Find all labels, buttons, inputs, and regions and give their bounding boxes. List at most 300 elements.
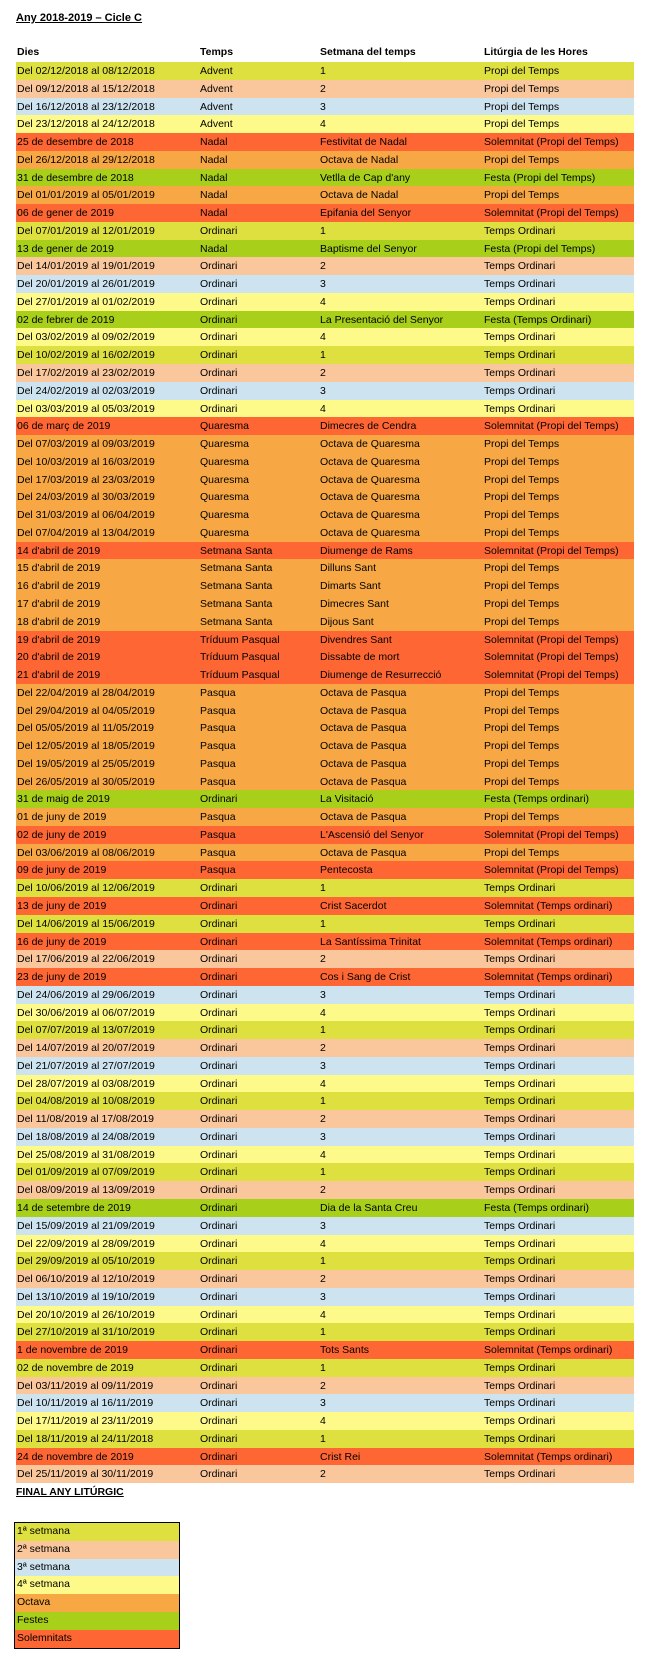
cell-temps: Ordinari — [200, 1166, 238, 1179]
cell-temps: Quaresma — [200, 491, 250, 504]
cell-liturgia: Propi del Temps — [484, 740, 560, 753]
cell-setmana: Pentecosta — [320, 864, 373, 877]
table-row — [16, 257, 634, 275]
header-liturgia: Litúrgia de les Hores — [484, 46, 588, 58]
table-row — [16, 1163, 634, 1181]
cell-temps: Pasqua — [200, 828, 236, 841]
table-row — [16, 790, 634, 808]
table-row — [16, 311, 634, 329]
cell-liturgia: Temps Ordinari — [484, 331, 556, 344]
cell-setmana: 2 — [320, 1184, 326, 1197]
cell-dies: Del 22/04/2019 al 28/04/2019 — [17, 686, 155, 699]
cell-liturgia: Propi del Temps — [484, 473, 560, 486]
cell-setmana: Dijous Sant — [320, 615, 374, 628]
cell-setmana: 2 — [320, 1113, 326, 1126]
table-row — [16, 1288, 634, 1306]
table-row — [16, 364, 634, 382]
cell-temps: Pasqua — [200, 722, 236, 735]
cell-setmana: 4 — [320, 295, 326, 308]
cell-liturgia: Temps Ordinari — [484, 1077, 556, 1090]
table-row — [16, 1235, 634, 1253]
cell-liturgia: Propi del Temps — [484, 438, 560, 451]
table-row — [16, 115, 634, 133]
cell-liturgia: Temps Ordinari — [484, 953, 556, 966]
cell-dies: Del 18/08/2019 al 24/08/2019 — [17, 1130, 155, 1143]
cell-liturgia: Temps Ordinari — [484, 1361, 556, 1374]
table-row — [16, 275, 634, 293]
cell-setmana: 1 — [320, 65, 326, 77]
cell-dies: Del 14/01/2019 al 19/01/2019 — [17, 260, 155, 273]
cell-liturgia: Solemnitat (Propi del Temps) — [484, 864, 619, 877]
cell-setmana: 3 — [320, 1290, 326, 1303]
cell-temps: Ordinari — [200, 1432, 238, 1445]
cell-temps: Pasqua — [200, 775, 236, 788]
cell-temps: Ordinari — [200, 1397, 238, 1410]
table-row — [16, 1021, 634, 1039]
cell-dies: Del 03/02/2019 al 09/02/2019 — [17, 331, 155, 344]
cell-temps: Ordinari — [200, 1450, 238, 1463]
cell-liturgia: Temps Ordinari — [484, 1255, 556, 1268]
cell-temps: Pasqua — [200, 846, 236, 859]
legend-item: 2ª setmana — [15, 1541, 179, 1559]
cell-temps: Ordinari — [200, 1113, 238, 1126]
cell-dies: Del 01/01/2019 al 05/01/2019 — [17, 189, 155, 202]
table-row — [16, 222, 634, 240]
cell-temps: Quaresma — [200, 526, 250, 539]
cell-liturgia: Temps Ordinari — [484, 224, 556, 237]
cell-liturgia: Propi del Temps — [484, 189, 560, 202]
cell-liturgia: Temps Ordinari — [484, 295, 556, 308]
cell-dies: Del 12/05/2019 al 18/05/2019 — [17, 740, 155, 753]
cell-dies: Del 17/03/2019 al 23/03/2019 — [17, 473, 155, 486]
cell-setmana: Octava de Pasqua — [320, 704, 407, 717]
cell-liturgia: Propi del Temps — [484, 455, 560, 468]
cell-temps: Nadal — [200, 242, 228, 255]
table-row — [16, 1252, 634, 1270]
cell-liturgia: Propi del Temps — [484, 153, 560, 166]
cell-dies: Del 08/09/2019 al 13/09/2019 — [17, 1184, 155, 1197]
cell-liturgia: Temps Ordinari — [484, 1379, 556, 1392]
cell-temps: Ordinari — [200, 1290, 238, 1303]
cell-dies: 06 de març de 2019 — [17, 420, 111, 433]
cell-setmana: 4 — [320, 402, 326, 415]
cell-temps: Ordinari — [200, 953, 238, 966]
cell-dies: Del 07/07/2019 al 13/07/2019 — [17, 1024, 155, 1037]
cell-dies: Del 10/06/2019 al 12/06/2019 — [17, 882, 155, 895]
cell-temps: Pasqua — [200, 686, 236, 699]
cell-temps: Setmana Santa — [200, 615, 273, 628]
cell-dies: Del 17/06/2019 al 22/06/2019 — [17, 953, 155, 966]
table-row — [16, 773, 634, 791]
cell-setmana: Dia de la Santa Creu — [320, 1202, 418, 1214]
cell-temps: Ordinari — [200, 1184, 238, 1197]
cell-setmana: Diumenge de Resurrecció — [320, 669, 442, 682]
cell-liturgia: Temps Ordinari — [484, 1166, 556, 1179]
cell-setmana: Octava de Pasqua — [320, 757, 407, 770]
cell-setmana: Crist Rei — [320, 1450, 361, 1463]
cell-setmana: Octava de Pasqua — [320, 846, 407, 859]
cell-liturgia: Solemnitat (Temps ordinari) — [484, 935, 613, 948]
table-row — [16, 897, 634, 915]
table-row — [16, 1465, 634, 1483]
cell-liturgia: Propi del Temps — [484, 775, 560, 788]
cell-dies: Del 18/11/2019 al 24/11/2018 — [17, 1432, 154, 1445]
table-row — [16, 1394, 634, 1412]
table-row — [16, 1146, 634, 1164]
cell-dies: 16 de juny de 2019 — [17, 935, 107, 948]
cell-temps: Ordinari — [200, 1006, 238, 1019]
cell-temps: Ordinari — [200, 899, 238, 912]
cell-dies: 09 de juny de 2019 — [17, 864, 107, 877]
cell-liturgia: Festa (Propi del Temps) — [484, 171, 596, 184]
cell-temps: Quaresma — [200, 438, 250, 451]
cell-liturgia: Temps Ordinari — [484, 1130, 556, 1143]
table-row — [16, 1039, 634, 1057]
cell-setmana: Divendres Sant — [320, 633, 392, 646]
cell-temps: Nadal — [200, 153, 228, 166]
cell-liturgia: Temps Ordinari — [484, 1113, 556, 1126]
cell-setmana: Octava de Pasqua — [320, 775, 407, 788]
cell-liturgia: Temps Ordinari — [484, 1397, 556, 1410]
cell-liturgia: Propi del Temps — [484, 509, 560, 522]
cell-dies: Del 07/01/2019 al 12/01/2019 — [17, 224, 155, 237]
cell-temps: Advent — [200, 118, 233, 131]
table-row — [16, 1430, 634, 1448]
table-row — [16, 1323, 634, 1341]
table-row — [16, 382, 634, 400]
cell-liturgia: Propi del Temps — [484, 597, 560, 610]
cell-setmana: 4 — [320, 1308, 326, 1321]
cell-liturgia: Temps Ordinari — [484, 1290, 556, 1303]
cell-liturgia: Propi del Temps — [484, 722, 560, 735]
legend-item: 4ª setmana — [15, 1576, 179, 1594]
cell-dies: 02 de novembre de 2019 — [17, 1361, 134, 1374]
cell-temps: Pasqua — [200, 704, 236, 717]
cell-liturgia: Temps Ordinari — [484, 1273, 556, 1286]
cell-temps: Ordinari — [200, 1024, 238, 1037]
table-row — [16, 631, 634, 649]
table-header — [16, 46, 634, 60]
table-row — [16, 506, 634, 524]
cell-setmana: 2 — [320, 1042, 326, 1055]
cell-temps: Tríduum Pasqual — [200, 651, 280, 664]
cell-liturgia: Solemnitat (Propi del Temps) — [484, 633, 619, 646]
table-row — [16, 1092, 634, 1110]
cell-setmana: Dimecres de Cendra — [320, 420, 417, 433]
cell-dies: 01 de juny de 2019 — [17, 811, 107, 824]
cell-setmana: 3 — [320, 988, 326, 1001]
cell-dies: Del 16/12/2018 al 23/12/2018 — [17, 100, 155, 113]
table-row — [16, 98, 634, 116]
cell-liturgia: Temps Ordinari — [484, 1326, 556, 1339]
cell-setmana: 3 — [320, 278, 326, 291]
cell-setmana: 2 — [320, 260, 326, 273]
cell-dies: 1 de novembre de 2019 — [17, 1344, 128, 1357]
cell-dies: Del 24/02/2019 al 02/03/2019 — [17, 384, 155, 397]
cell-temps: Setmana Santa — [200, 544, 273, 557]
cell-dies: 23 de juny de 2019 — [17, 971, 107, 984]
cell-dies: 24 de novembre de 2019 — [17, 1450, 134, 1463]
cell-temps: Nadal — [200, 207, 228, 220]
cell-setmana: 1 — [320, 349, 326, 362]
cell-setmana: 1 — [320, 1024, 326, 1037]
cell-dies: 31 de desembre de 2018 — [17, 171, 134, 184]
cell-setmana: 1 — [320, 1255, 326, 1268]
table-row — [16, 879, 634, 897]
cell-temps: Ordinari — [200, 313, 238, 326]
table-row — [16, 684, 634, 702]
table-row — [16, 240, 634, 258]
table-row — [16, 488, 634, 506]
cell-liturgia: Propi del Temps — [484, 846, 560, 859]
cell-dies: Del 13/10/2019 al 19/10/2019 — [17, 1290, 155, 1303]
table-row — [16, 950, 634, 968]
cell-dies: Del 17/11/2019 al 23/11/2019 — [17, 1415, 154, 1428]
cell-setmana: Tots Sants — [320, 1344, 370, 1357]
cell-temps: Advent — [200, 65, 233, 77]
table-row — [16, 755, 634, 773]
table-row — [16, 648, 634, 666]
cell-liturgia: Festa (Temps ordinari) — [484, 1202, 590, 1214]
cell-dies: Del 01/09/2019 al 07/09/2019 — [17, 1166, 155, 1179]
cell-temps: Quaresma — [200, 509, 250, 522]
cell-dies: 19 d'abril de 2019 — [17, 633, 101, 646]
cell-liturgia: Temps Ordinari — [484, 1148, 556, 1161]
cell-liturgia: Temps Ordinari — [484, 1095, 556, 1108]
cell-setmana: Octava de Pasqua — [320, 686, 407, 699]
cell-liturgia: Temps Ordinari — [484, 1059, 556, 1072]
cell-dies: Del 11/08/2019 al 17/08/2019 — [17, 1113, 155, 1126]
cell-setmana: Baptisme del Senyor — [320, 242, 417, 255]
cell-setmana: 2 — [320, 953, 326, 966]
cell-temps: Advent — [200, 100, 233, 113]
cell-temps: Ordinari — [200, 1130, 238, 1143]
cell-dies: 25 de desembre de 2018 — [17, 136, 134, 149]
cell-dies: 15 d'abril de 2019 — [17, 562, 101, 575]
cell-dies: 20 d'abril de 2019 — [17, 651, 101, 664]
cell-temps: Quaresma — [200, 455, 250, 468]
cell-temps: Ordinari — [200, 1255, 238, 1268]
cell-temps: Ordinari — [200, 1202, 238, 1214]
cell-dies: Del 14/07/2019 al 20/07/2019 — [17, 1042, 155, 1055]
cell-dies: Del 03/06/2019 al 08/06/2019 — [17, 846, 155, 859]
cell-dies: Del 03/03/2019 al 05/03/2019 — [17, 402, 155, 415]
cell-temps: Ordinari — [200, 1361, 238, 1374]
table-row — [16, 1270, 634, 1288]
table-row — [16, 346, 634, 364]
table-row — [16, 542, 634, 560]
cell-liturgia: Temps Ordinari — [484, 1006, 556, 1019]
table-row — [16, 1412, 634, 1430]
cell-setmana: 3 — [320, 384, 326, 397]
cell-setmana: La Presentació del Senyor — [320, 313, 444, 326]
cell-setmana: 3 — [320, 1397, 326, 1410]
cell-dies: Del 10/11/2019 al 16/11/2019 — [17, 1397, 154, 1410]
cell-liturgia: Propi del Temps — [484, 118, 560, 131]
cell-liturgia: Solemnitat (Propi del Temps) — [484, 136, 619, 149]
cell-liturgia: Temps Ordinari — [484, 384, 556, 397]
cell-setmana: 3 — [320, 1130, 326, 1143]
cell-dies: Del 06/10/2019 al 12/10/2019 — [17, 1273, 155, 1286]
cell-dies: Del 30/06/2019 al 06/07/2019 — [17, 1006, 155, 1019]
cell-setmana: Octava de Pasqua — [320, 811, 407, 824]
cell-dies: Del 10/02/2019 al 16/02/2019 — [17, 349, 155, 362]
cell-liturgia: Propi del Temps — [484, 757, 560, 770]
cell-setmana: 1 — [320, 1361, 326, 1374]
cell-temps: Ordinari — [200, 882, 238, 895]
cell-setmana: Diumenge de Rams — [320, 544, 413, 557]
cell-temps: Ordinari — [200, 1237, 238, 1250]
cell-liturgia: Propi del Temps — [484, 562, 560, 575]
calendar-table — [16, 62, 634, 1483]
cell-setmana: 4 — [320, 1148, 326, 1161]
cell-temps: Ordinari — [200, 917, 238, 930]
cell-setmana: 2 — [320, 1273, 326, 1286]
cell-dies: Del 17/02/2019 al 23/02/2019 — [17, 367, 155, 380]
cell-dies: Del 24/06/2019 al 29/06/2019 — [17, 988, 155, 1001]
cell-temps: Ordinari — [200, 384, 238, 397]
final-note: FINAL ANY LITÚRGIC — [16, 1486, 124, 1498]
table-row — [16, 417, 634, 435]
cell-dies: Del 19/05/2019 al 25/05/2019 — [17, 757, 155, 770]
table-row — [16, 666, 634, 684]
cell-temps: Ordinari — [200, 278, 238, 291]
cell-dies: 13 de gener de 2019 — [17, 242, 114, 255]
cell-dies: Del 15/09/2019 al 21/09/2019 — [17, 1219, 155, 1232]
header-dies: Dies — [17, 46, 40, 58]
table-row — [16, 826, 634, 844]
cell-dies: Del 25/11/2019 al 30/11/2019 — [17, 1468, 154, 1481]
cell-temps: Ordinari — [200, 793, 238, 806]
table-row — [16, 808, 634, 826]
cell-dies: Del 07/03/2019 al 09/03/2019 — [17, 438, 155, 451]
cell-dies: Del 26/12/2018 al 29/12/2018 — [17, 153, 155, 166]
table-row — [16, 737, 634, 755]
cell-temps: Ordinari — [200, 367, 238, 380]
table-row — [16, 613, 634, 631]
table-row — [16, 80, 634, 98]
cell-dies: Del 29/04/2019 al 04/05/2019 — [17, 704, 155, 717]
cell-dies: 31 de maig de 2019 — [17, 793, 110, 806]
cell-setmana: La Visitació — [320, 793, 374, 806]
legend-item: Festes — [15, 1612, 179, 1630]
table-row — [16, 1217, 634, 1235]
header-setmana: Setmana del temps — [320, 46, 416, 58]
cell-liturgia: Solemnitat (Temps ordinari) — [484, 971, 613, 984]
cell-dies: 16 d'abril de 2019 — [17, 580, 101, 593]
cell-liturgia: Temps Ordinari — [484, 917, 556, 930]
cell-liturgia: Propi del Temps — [484, 100, 560, 113]
cell-liturgia: Solemnitat (Propi del Temps) — [484, 207, 619, 220]
cell-temps: Ordinari — [200, 1468, 238, 1481]
cell-temps: Pasqua — [200, 740, 236, 753]
cell-dies: 02 de febrer de 2019 — [17, 313, 115, 326]
table-row — [16, 328, 634, 346]
cell-setmana: Octava de Quaresma — [320, 473, 420, 486]
cell-setmana: 1 — [320, 224, 326, 237]
cell-temps: Ordinari — [200, 1379, 238, 1392]
cell-dies: Del 05/05/2019 al 11/05/2019 — [17, 722, 155, 735]
table-row — [16, 1306, 634, 1324]
table-row — [16, 559, 634, 577]
cell-liturgia: Festa (Propi del Temps) — [484, 242, 596, 255]
cell-liturgia: Temps Ordinari — [484, 367, 556, 380]
cell-setmana: Dissabte de mort — [320, 651, 400, 664]
cell-setmana: 2 — [320, 1379, 326, 1392]
cell-temps: Ordinari — [200, 260, 238, 273]
table-row — [16, 186, 634, 204]
cell-setmana: Octava de Pasqua — [320, 740, 407, 753]
cell-dies: 13 de juny de 2019 — [17, 899, 107, 912]
cell-temps: Ordinari — [200, 1059, 238, 1072]
header-temps: Temps — [200, 46, 234, 58]
cell-temps: Nadal — [200, 171, 228, 184]
cell-liturgia: Temps Ordinari — [484, 402, 556, 415]
table-row — [16, 968, 634, 986]
cell-temps: Setmana Santa — [200, 580, 273, 593]
cell-temps: Pasqua — [200, 864, 236, 877]
cell-liturgia: Propi del Temps — [484, 686, 560, 699]
cell-setmana: Dimarts Sant — [320, 580, 381, 593]
cell-temps: Ordinari — [200, 1219, 238, 1232]
cell-liturgia: Propi del Temps — [484, 615, 560, 628]
cell-liturgia: Solemnitat (Propi del Temps) — [484, 651, 619, 664]
table-row — [16, 844, 634, 862]
cell-dies: Del 14/06/2019 al 15/06/2019 — [17, 917, 155, 930]
cell-setmana: Octava de Quaresma — [320, 509, 420, 522]
cell-setmana: 1 — [320, 1166, 326, 1179]
cell-dies: 02 de juny de 2019 — [17, 828, 107, 841]
table-row — [16, 524, 634, 542]
cell-temps: Ordinari — [200, 988, 238, 1001]
cell-setmana: 2 — [320, 367, 326, 380]
cell-liturgia: Propi del Temps — [484, 580, 560, 593]
cell-liturgia: Temps Ordinari — [484, 1024, 556, 1037]
cell-temps: Advent — [200, 82, 233, 95]
cell-temps: Tríduum Pasqual — [200, 669, 280, 682]
cell-temps: Nadal — [200, 136, 228, 149]
cell-dies: Del 22/09/2019 al 28/09/2019 — [17, 1237, 155, 1250]
cell-liturgia: Temps Ordinari — [484, 1219, 556, 1232]
cell-setmana: Dimecres Sant — [320, 597, 389, 610]
cell-temps: Ordinari — [200, 349, 238, 362]
cell-temps: Ordinari — [200, 1273, 238, 1286]
cell-dies: Del 07/04/2019 al 13/04/2019 — [17, 526, 155, 539]
cell-setmana: Octava de Nadal — [320, 189, 399, 202]
table-row — [16, 719, 634, 737]
cell-dies: Del 24/03/2019 al 30/03/2019 — [17, 491, 155, 504]
table-row — [16, 204, 634, 222]
table-row — [16, 1128, 634, 1146]
cell-liturgia: Festa (Temps Ordinari) — [484, 313, 592, 326]
table-row — [16, 435, 634, 453]
cell-liturgia: Solemnitat (Temps ordinari) — [484, 899, 613, 912]
cell-liturgia: Propi del Temps — [484, 704, 560, 717]
cell-setmana: Epifania del Senyor — [320, 207, 412, 220]
table-row — [16, 1448, 634, 1466]
cell-liturgia: Propi del Temps — [484, 65, 560, 77]
cell-temps: Tríduum Pasqual — [200, 633, 280, 646]
cell-liturgia: Temps Ordinari — [484, 1184, 556, 1197]
cell-liturgia: Propi del Temps — [484, 526, 560, 539]
table-row — [16, 1377, 634, 1395]
cell-temps: Quaresma — [200, 420, 250, 433]
cell-liturgia: Solemnitat (Propi del Temps) — [484, 669, 619, 682]
cell-liturgia: Propi del Temps — [484, 811, 560, 824]
cell-setmana: 3 — [320, 100, 326, 113]
cell-setmana: 3 — [320, 1059, 326, 1072]
cell-temps: Ordinari — [200, 1308, 238, 1321]
